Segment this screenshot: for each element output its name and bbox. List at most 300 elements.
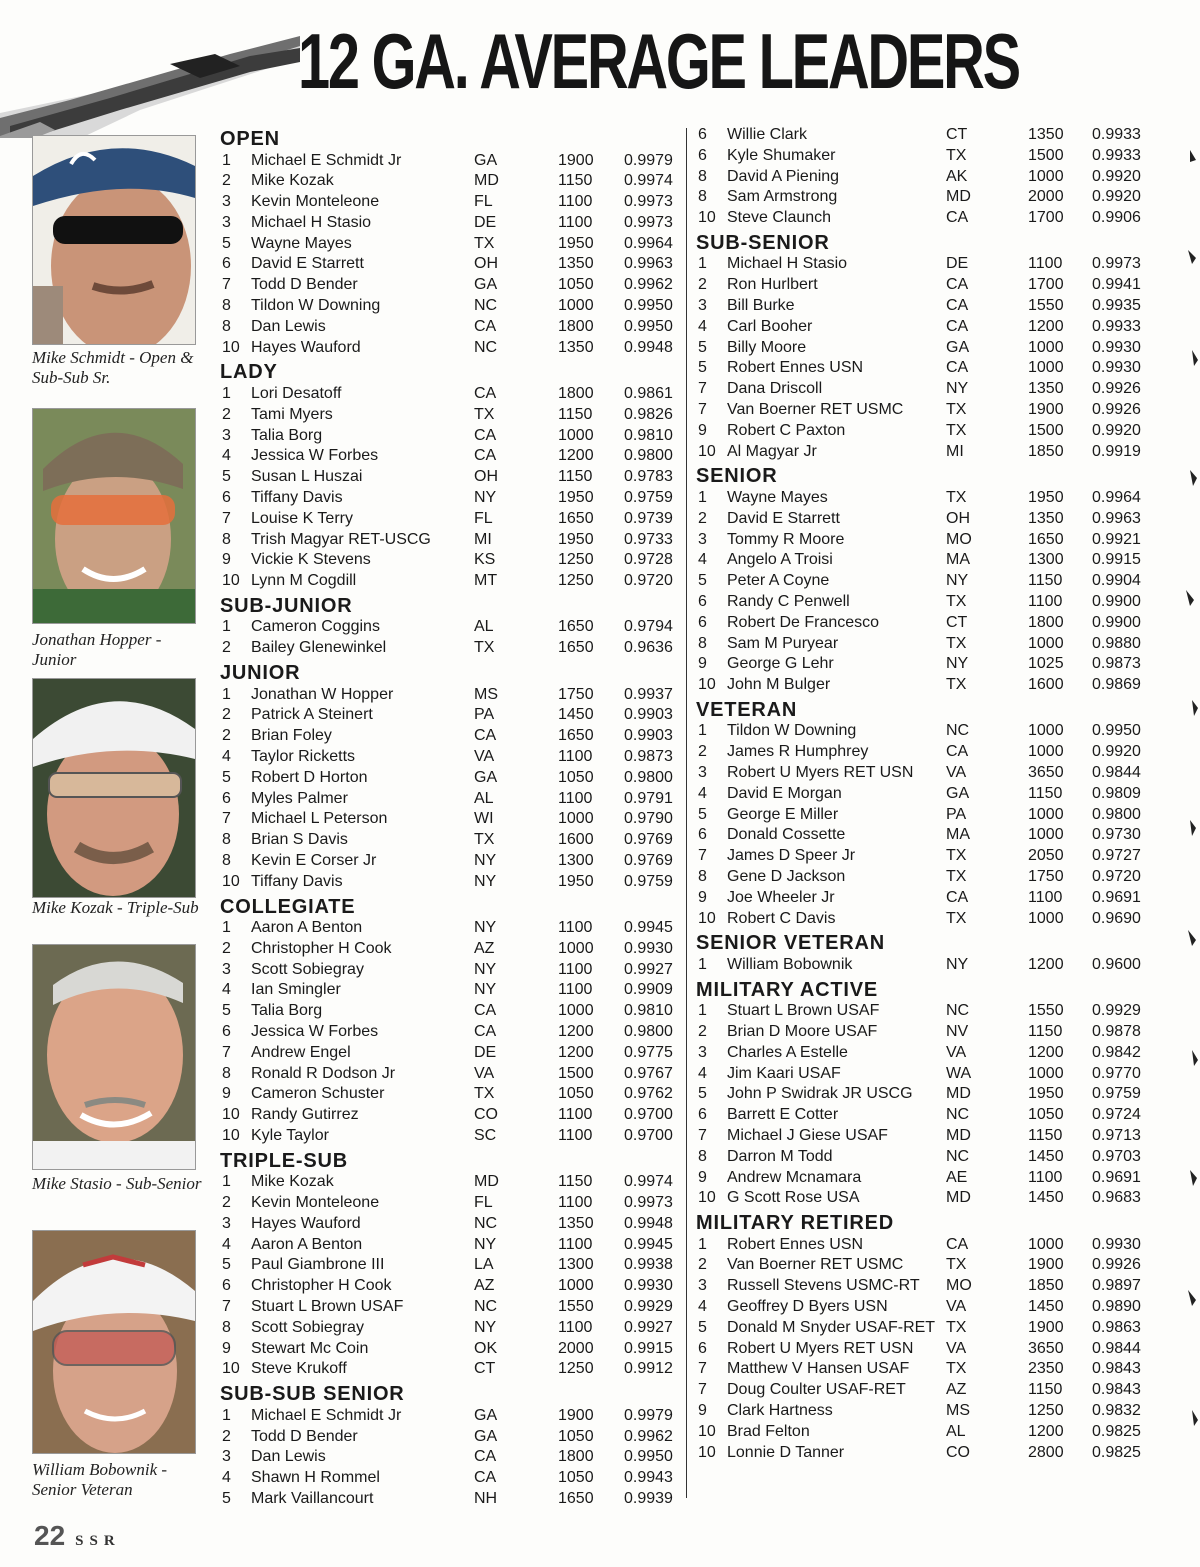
targets-cell: 1100 [558,960,593,978]
state-cell: CT [946,126,968,143]
rank-cell: 2 [222,706,231,724]
results-column-left [220,125,678,1510]
table-row [220,747,678,768]
targets-cell: 1500 [1028,421,1064,439]
section-heading: SUB-JUNIOR [220,594,353,617]
rank-cell: 5 [222,768,231,786]
photo-mike-kozak [32,678,196,898]
table-row [220,1406,678,1427]
state-cell: NC [474,1298,498,1316]
average-cell: 0.9832 [1092,1402,1141,1420]
targets-cell: 1100 [558,1235,593,1253]
table-row [220,550,678,571]
rank-cell: 10 [222,1106,240,1124]
state-cell: NY [946,955,969,973]
rank-cell: 2 [698,276,707,294]
average-cell: 0.9930 [1092,338,1141,356]
targets-cell: 2000 [558,1339,594,1357]
state-cell: CA [474,1448,497,1466]
average-cell: 0.9769 [624,851,673,869]
rank-cell: 8 [698,188,707,206]
average-cell: 0.9964 [1092,488,1141,506]
rank-cell: 8 [698,167,707,185]
average-cell: 0.9974 [624,172,673,190]
targets-cell: 1100 [558,193,593,211]
rank-cell: 1 [698,955,707,973]
table-row [220,296,678,317]
rank-cell: 4 [698,317,707,335]
average-cell: 0.9683 [1092,1189,1141,1207]
table-row [696,1297,1144,1318]
average-cell: 0.9762 [624,1085,673,1103]
targets-cell: 1000 [558,426,594,444]
table-row [696,1235,1144,1256]
shooter-name: Michael H Stasio [251,213,372,231]
average-cell: 0.9783 [624,468,673,486]
average-cell: 0.9915 [624,1339,673,1357]
shooter-name: Ian Smingler [251,981,341,999]
shooter-name: Darron M Todd [727,1147,833,1165]
state-cell: MD [946,1126,971,1144]
targets-cell: 1150 [558,172,593,190]
targets-cell: 1000 [1028,1235,1064,1253]
state-cell: NY [474,1235,497,1253]
rank-cell: 10 [222,338,240,356]
rank-cell: 4 [222,1235,231,1253]
table-row [696,296,1144,317]
table-row [696,167,1144,188]
table-row [220,405,678,426]
shooter-name: Gene D Jackson [727,868,846,885]
targets-cell: 1200 [1028,317,1064,335]
average-cell: 0.9878 [1092,1022,1141,1040]
average-cell: 0.9912 [624,1360,673,1378]
state-cell: GA [474,276,498,294]
average-cell: 0.9920 [1092,743,1141,761]
targets-cell: 1900 [558,1406,594,1424]
caption-mike-schmidt: Mike Schmidt - Open & Sub-Sub Sr. [32,348,194,387]
targets-cell: 1350 [558,255,594,273]
average-cell: 0.9962 [624,276,673,294]
table-row [220,1468,678,1489]
targets-cell: 1550 [558,1298,594,1316]
section-heading: SENIOR [696,465,778,488]
average-cell: 0.9945 [624,919,673,936]
targets-cell: 1000 [558,810,594,828]
state-cell: NY [474,919,497,936]
rank-cell: 1 [698,1002,707,1020]
targets-cell: 1100 [558,981,593,999]
page-edge-decoration [1170,130,1200,1490]
table-row [220,726,678,747]
rank-cell: 2 [222,1427,231,1445]
section-heading: MILITARY ACTIVE [696,978,878,1001]
table-row [696,1339,1144,1360]
rank-cell: 6 [698,1339,707,1357]
average-cell: 0.9794 [624,618,673,636]
table-row [220,1214,678,1235]
targets-cell: 1250 [558,572,594,590]
rank-cell: 3 [698,1043,707,1061]
rank-cell: 6 [698,146,707,164]
targets-cell: 1500 [1028,146,1064,164]
targets-cell: 1350 [558,338,594,356]
rank-cell: 7 [222,1043,231,1061]
targets-cell: 1000 [1028,805,1064,823]
rank-cell: 9 [698,655,707,673]
rank-cell: 5 [222,234,231,252]
rank-cell: 10 [698,1189,716,1207]
shooter-name: Randy C Penwell [727,592,850,610]
average-cell: 0.9897 [1092,1277,1141,1295]
rank-cell: 3 [698,297,707,315]
targets-cell: 1450 [1028,1189,1064,1207]
state-cell: MD [946,188,971,206]
shooter-name: Randy Gutirrez [251,1106,359,1124]
rank-cell: 2 [698,509,707,527]
targets-cell: 1350 [1028,380,1064,398]
targets-cell: 1950 [558,530,594,548]
average-cell: 0.9973 [1092,255,1141,273]
rank-cell: 8 [222,1064,231,1082]
targets-cell: 1100 [1028,888,1063,906]
shooter-name: Bill Burke [727,297,795,315]
section-heading: OPEN [220,128,280,150]
table-row [696,1022,1144,1043]
state-cell: NC [946,1106,970,1124]
rank-cell: 9 [222,1339,231,1357]
average-cell: 0.9933 [1092,126,1141,143]
targets-cell: 1050 [558,276,594,294]
rank-cell: 2 [698,1256,707,1274]
average-cell: 0.9926 [1092,1256,1141,1274]
targets-cell: 1000 [1028,909,1064,927]
average-cell: 0.9873 [1092,655,1141,673]
table-row [220,488,678,509]
shooter-name: Tildon W Downing [251,297,381,315]
table-row [696,358,1144,379]
average-cell: 0.9800 [624,768,673,786]
average-cell: 0.9713 [1092,1126,1141,1144]
state-cell: CA [474,384,497,402]
table-row [696,146,1144,167]
shooter-name: Robert U Myers RET USN [727,764,914,782]
targets-cell: 1200 [1028,1422,1064,1440]
targets-cell: 1000 [558,939,594,957]
rank-cell: 8 [698,1147,707,1165]
rank-cell: 10 [698,909,716,927]
shooter-name: Joe Wheeler Jr [727,888,835,906]
shooter-name: Steve Claunch [727,209,832,227]
shooter-name: Matthew V Hansen USAF [727,1360,910,1378]
magazine-name: SSR [75,1533,121,1549]
state-cell: CA [474,1469,497,1487]
average-cell: 0.9791 [624,789,673,807]
rank-cell: 6 [698,1106,707,1124]
average-cell: 0.9869 [1092,676,1141,694]
shooter-name: Susan L Huszai [251,468,363,486]
shooter-name: Robert Ennes USN [727,1235,864,1253]
state-cell: NY [474,851,497,869]
state-cell: MD [474,1173,499,1191]
average-cell: 0.9903 [624,706,673,724]
state-cell: DE [946,255,969,273]
average-cell: 0.9973 [624,193,673,211]
state-cell: TX [474,831,495,849]
rank-cell: 2 [222,727,231,745]
targets-cell: 1850 [1028,1277,1064,1295]
average-cell: 0.9600 [1092,955,1141,973]
targets-cell: 1000 [558,297,594,315]
rank-cell: 8 [222,530,231,548]
table-row [696,1147,1144,1168]
shooter-name: Sam Armstrong [727,188,838,206]
shooter-name: Andrew Engel [251,1043,351,1061]
targets-cell: 1000 [558,1002,594,1020]
shooter-name: Michael H Stasio [727,255,848,273]
state-cell: VA [474,747,495,765]
table-row [220,571,678,592]
targets-cell: 1050 [558,1427,594,1445]
state-cell: MA [946,551,970,569]
shooter-name: Trish Magyar RET-USCG [251,530,431,548]
table-row [696,317,1144,338]
state-cell: NY [474,488,497,506]
shooter-name: David E Morgan [727,784,842,802]
average-cell: 0.9939 [624,1489,673,1507]
table-row [696,421,1144,442]
average-cell: 0.9941 [1092,276,1141,294]
shooter-name: Mike Kozak [251,1173,334,1191]
rank-cell: 1 [222,1173,231,1191]
average-cell: 0.9826 [624,405,673,423]
rank-cell: 10 [698,442,716,460]
table-row [220,192,678,213]
shooter-name: Michael E Schmidt Jr [251,151,402,169]
targets-cell: 1050 [1028,1106,1064,1124]
shooter-name: Dan Lewis [251,317,326,335]
targets-cell: 1150 [558,468,593,486]
table-row [220,705,678,726]
rank-cell: 6 [222,488,231,506]
shooter-name: Sam M Puryear [727,634,839,652]
state-cell: NC [946,722,970,740]
average-cell: 0.9844 [1092,764,1141,782]
table-row [220,809,678,830]
shooter-name: Hayes Wauford [251,338,361,356]
shotgun-illustration [0,18,300,138]
section-heading: MILITARY RETIRED [696,1212,894,1235]
targets-cell: 1050 [558,768,594,786]
targets-cell: 1150 [1028,784,1063,802]
table-row [696,509,1144,530]
shooter-name: Vickie K Stevens [251,551,371,569]
targets-cell: 1200 [1028,1043,1064,1061]
targets-cell: 1600 [1028,676,1064,694]
table-row [696,400,1144,421]
rank-cell: 9 [698,1168,707,1186]
average-cell: 0.9964 [624,234,673,252]
targets-cell: 1800 [1028,613,1064,631]
shooter-name: Cameron Coggins [251,618,380,636]
shooter-name: Andrew Mcnamara [727,1168,862,1186]
table-row [220,1359,678,1380]
average-cell: 0.9948 [624,1214,673,1232]
table-row [220,1235,678,1256]
state-cell: CT [474,1360,496,1378]
average-cell: 0.9906 [1092,209,1141,227]
shooter-name: James D Speer Jr [727,847,856,865]
state-cell: NH [474,1489,498,1507]
rank-cell: 7 [222,276,231,294]
rank-cell: 2 [698,743,707,761]
targets-cell: 1350 [558,1214,594,1232]
state-cell: MS [946,1402,970,1420]
targets-cell: 1100 [558,747,593,765]
rank-cell: 2 [222,405,231,423]
state-cell: TX [474,639,495,657]
table-row [220,872,678,893]
shooter-name: Ronald R Dodson Jr [251,1064,396,1082]
shooter-name: William Bobownik [727,955,853,973]
average-cell: 0.9810 [624,1002,673,1020]
targets-cell: 1300 [558,851,594,869]
state-cell: MO [946,1277,972,1295]
rank-cell: 5 [222,1002,231,1020]
state-cell: TX [946,1256,967,1274]
photo-jonathan-hopper [32,408,196,624]
shooter-name: Tiffany Davis [251,488,343,506]
targets-cell: 1350 [1028,509,1064,527]
state-cell: WA [946,1064,972,1082]
rank-cell: 7 [222,509,231,527]
shooter-name: Jessica W Forbes [251,1022,379,1040]
average-cell: 0.9930 [1092,359,1141,377]
average-cell: 0.9809 [1092,784,1141,802]
targets-cell: 1650 [558,618,594,636]
table-row [220,509,678,530]
average-cell: 0.9945 [624,1235,673,1253]
average-cell: 0.9720 [1092,868,1141,885]
rank-cell: 3 [222,213,231,231]
shooter-name: Mike Kozak [251,172,334,190]
table-row [220,1105,678,1126]
table-row [696,867,1144,888]
targets-cell: 1700 [1028,209,1064,227]
rank-cell: 6 [698,826,707,844]
average-cell: 0.9937 [624,685,673,703]
state-cell: CA [946,276,969,294]
average-cell: 0.9863 [1092,1318,1141,1336]
targets-cell: 1850 [1028,442,1064,460]
targets-cell: 1050 [558,1085,594,1103]
shooter-name: Billy Moore [727,338,807,356]
rank-cell: 1 [222,151,231,169]
rank-cell: 6 [222,1277,231,1295]
average-cell: 0.9919 [1092,442,1141,460]
state-cell: NC [946,1002,970,1020]
rank-cell: 5 [222,468,231,486]
targets-cell: 1000 [1028,634,1064,652]
rank-cell: 9 [222,1085,231,1103]
shooter-name: David E Starrett [727,509,840,527]
shooter-name: Van Boerner RET USMC [727,1256,904,1274]
rank-cell: 9 [222,551,231,569]
table-row [696,379,1144,400]
targets-cell: 1800 [558,1448,594,1466]
page-number: 22 [34,1520,66,1551]
rank-cell: 8 [222,297,231,315]
shooter-name: Robert C Paxton [727,421,846,439]
shooter-name: Christopher H Cook [251,1277,392,1295]
state-cell: AZ [474,939,495,957]
state-cell: NC [474,338,498,356]
average-cell: 0.9973 [624,1194,673,1212]
targets-cell: 1025 [1028,655,1064,673]
shooter-name: Robert De Francesco [727,613,880,631]
table-row [696,1443,1144,1464]
table-row [220,1276,678,1297]
state-cell: TX [946,592,967,610]
state-cell: OH [474,468,498,486]
state-cell: TX [946,1360,967,1378]
table-row [220,960,678,981]
state-cell: MO [946,530,972,548]
state-cell: CA [946,317,969,335]
targets-cell: 2350 [1028,1360,1064,1378]
average-cell: 0.9950 [624,317,673,335]
state-cell: MD [946,1085,971,1103]
state-cell: CA [474,1002,497,1020]
average-cell: 0.9730 [1092,826,1141,844]
rank-cell: 7 [698,847,707,865]
table-row [696,125,1144,146]
targets-cell: 1200 [558,1043,594,1061]
targets-cell: 1650 [1028,530,1064,548]
state-cell: MT [474,572,498,590]
average-cell: 0.9825 [1092,1443,1141,1461]
table-row [696,187,1144,208]
average-cell: 0.9800 [624,447,673,465]
state-cell: AL [946,1422,966,1440]
average-cell: 0.9810 [624,426,673,444]
targets-cell: 1000 [1028,722,1064,740]
section-heading: COLLEGIATE [220,895,356,918]
average-cell: 0.9775 [624,1043,673,1061]
shooter-name: Dan Lewis [251,1448,326,1466]
table-row [220,1297,678,1318]
rank-cell: 7 [698,1126,707,1144]
average-cell: 0.9724 [1092,1106,1141,1124]
rank-cell: 4 [222,447,231,465]
rank-cell: 7 [698,1381,707,1399]
targets-cell: 1950 [558,488,594,506]
rank-cell: 6 [222,789,231,807]
average-cell: 0.9700 [624,1126,673,1144]
state-cell: WI [474,810,494,828]
rank-cell: 6 [222,255,231,273]
average-cell: 0.9720 [624,572,673,590]
targets-cell: 1100 [558,789,593,807]
shooter-name: James R Humphrey [727,743,869,761]
rank-cell: 5 [698,805,707,823]
state-cell: TX [474,234,495,252]
average-cell: 0.9979 [624,151,673,169]
shooter-name: Kyle Taylor [251,1126,329,1144]
state-cell: AE [946,1168,968,1186]
average-cell: 0.9770 [1092,1064,1141,1082]
average-cell: 0.9900 [1092,613,1141,631]
